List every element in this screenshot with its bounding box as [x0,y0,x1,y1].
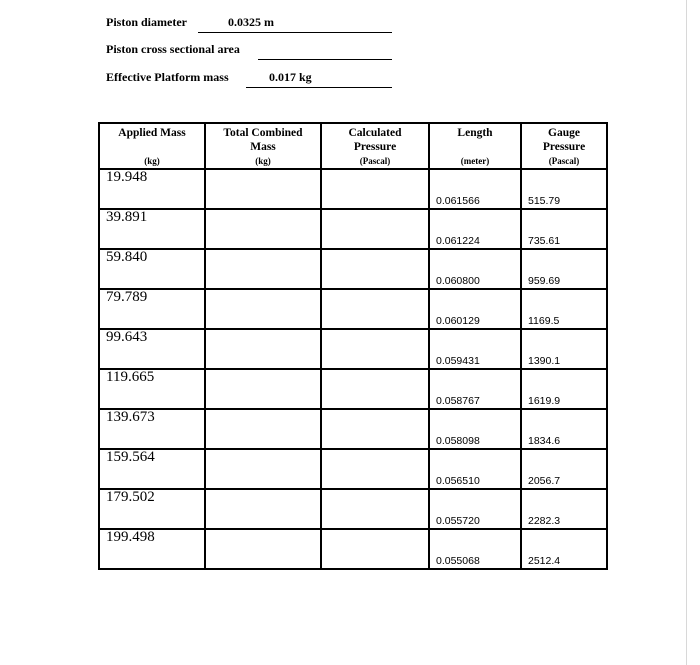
cell-length-value: 0.061566 [436,195,480,207]
page-edge-rule [686,0,687,665]
cell-length-value: 0.055068 [436,555,480,567]
piston-diameter-field [106,15,396,33]
cell-applied-mass[interactable] [99,489,205,529]
cell-applied-mass-value: 79.789 [106,289,148,305]
cell-applied-mass[interactable] [99,249,205,289]
cell-gauge-pressure-value: 1619.9 [528,395,561,407]
cell-length-value: 0.061224 [436,235,480,247]
header-calculated-pressure [321,123,429,169]
cell-length[interactable] [429,489,521,529]
header-total-mass [205,123,321,169]
header-total-mass-unit: (kg) [255,156,271,166]
piston-area-line [258,59,392,60]
cell-calculated-pressure[interactable] [321,329,429,369]
platform-mass-line [246,87,392,88]
cell-calculated-pressure[interactable] [321,489,429,529]
platform-mass-field [106,70,396,88]
piston-area-label: Piston cross sectional area [106,42,240,56]
table-row [99,489,607,529]
cell-length-value: 0.058098 [436,435,480,447]
cell-length[interactable] [429,409,521,449]
cell-gauge-pressure[interactable] [521,329,607,369]
cell-gauge-pressure[interactable] [521,529,607,569]
cell-calculated-pressure[interactable] [321,169,429,209]
header-total-mass-title: Total Combined Mass [223,127,303,153]
cell-length[interactable] [429,249,521,289]
cell-applied-mass[interactable] [99,369,205,409]
cell-applied-mass[interactable] [99,169,205,209]
cell-gauge-pressure[interactable] [521,249,607,289]
cell-gauge-pressure[interactable] [521,449,607,489]
cell-length[interactable] [429,529,521,569]
cell-length[interactable] [429,369,521,409]
cell-length-value: 0.055720 [436,515,480,527]
cell-length[interactable] [429,449,521,489]
table-row [99,209,607,249]
cell-applied-mass-value: 59.840 [106,249,148,265]
cell-length[interactable] [429,209,521,249]
platform-mass-label: Effective Platform mass [106,70,229,84]
cell-gauge-pressure[interactable] [521,409,607,449]
cell-gauge-pressure-value: 1834.6 [528,435,561,447]
header-applied-mass [99,123,205,169]
table-row [99,169,607,209]
cell-calculated-pressure[interactable] [321,209,429,249]
cell-applied-mass-value: 159.564 [106,449,155,465]
cell-total-mass[interactable] [205,409,321,449]
cell-applied-mass-value: 119.665 [106,369,155,385]
cell-applied-mass[interactable] [99,209,205,249]
cell-applied-mass-value: 199.498 [106,529,155,545]
cell-total-mass[interactable] [205,449,321,489]
cell-calculated-pressure[interactable] [321,409,429,449]
table-row [99,409,607,449]
cell-length-value: 0.060129 [436,315,480,327]
cell-gauge-pressure-value: 735.61 [528,235,561,247]
cell-calculated-pressure[interactable] [321,249,429,289]
piston-diameter-line [198,32,392,33]
cell-length[interactable] [429,329,521,369]
cell-calculated-pressure[interactable] [321,369,429,409]
table-row [99,529,607,569]
cell-total-mass[interactable] [205,169,321,209]
header-gauge-pressure-title: Gauge Pressure [542,127,586,153]
cell-gauge-pressure[interactable] [521,209,607,249]
header-gauge-pressure [521,123,607,169]
cell-length[interactable] [429,169,521,209]
cell-gauge-pressure-value: 2056.7 [528,475,561,487]
piston-diameter-value[interactable]: 0.0325 m [228,15,274,29]
cell-gauge-pressure-value: 1169.5 [528,315,560,327]
cell-total-mass[interactable] [205,529,321,569]
cell-total-mass[interactable] [205,289,321,329]
cell-applied-mass[interactable] [99,409,205,449]
cell-applied-mass[interactable] [99,329,205,369]
cell-applied-mass-value: 179.502 [106,489,155,505]
header-length [429,123,521,169]
cell-calculated-pressure[interactable] [321,529,429,569]
cell-length-value: 0.056510 [436,475,480,487]
header-length-unit: (meter) [460,156,490,166]
cell-total-mass[interactable] [205,249,321,289]
header-calculated-pressure-unit: (Pascal) [359,156,391,166]
cell-length-value: 0.058767 [436,395,480,407]
cell-applied-mass[interactable] [99,529,205,569]
cell-applied-mass[interactable] [99,449,205,489]
header-gauge-pressure-unit: (Pascal) [548,156,580,166]
cell-total-mass[interactable] [205,369,321,409]
cell-calculated-pressure[interactable] [321,289,429,329]
platform-mass-value[interactable]: 0.017 kg [269,70,312,84]
cell-total-mass[interactable] [205,489,321,529]
cell-gauge-pressure-value: 959.69 [528,275,561,287]
cell-gauge-pressure-value: 515.79 [528,195,561,207]
table-row [99,329,607,369]
cell-gauge-pressure-value: 2512.4 [528,555,561,567]
header-applied-mass-unit: (kg) [144,156,160,166]
cell-applied-mass-value: 19.948 [106,169,148,185]
cell-total-mass[interactable] [205,209,321,249]
cell-total-mass[interactable] [205,329,321,369]
cell-applied-mass-value: 39.891 [106,209,148,225]
cell-gauge-pressure[interactable] [521,169,607,209]
cell-length[interactable] [429,289,521,329]
cell-applied-mass-value: 139.673 [106,409,155,425]
table-row [99,449,607,489]
piston-diameter-label: Piston diameter [106,15,187,29]
table-header-row [99,123,607,169]
header-length-title: Length [457,127,493,139]
data-table [98,122,608,570]
table-row [99,369,607,409]
cell-gauge-pressure[interactable] [521,289,607,329]
cell-gauge-pressure[interactable] [521,489,607,529]
cell-calculated-pressure[interactable] [321,449,429,489]
cell-gauge-pressure[interactable] [521,369,607,409]
cell-gauge-pressure-value: 1390.1 [528,355,561,367]
cell-applied-mass[interactable] [99,289,205,329]
cell-length-value: 0.059431 [436,355,480,367]
cell-gauge-pressure-value: 2282.3 [528,515,561,527]
table-row [99,289,607,329]
table-row [99,249,607,289]
piston-area-field [106,42,396,60]
header-calculated-pressure-title: Calculated Pressure [348,127,402,153]
cell-length-value: 0.060800 [436,275,480,287]
header-applied-mass-title: Applied Mass [118,127,186,139]
cell-applied-mass-value: 99.643 [106,329,148,345]
